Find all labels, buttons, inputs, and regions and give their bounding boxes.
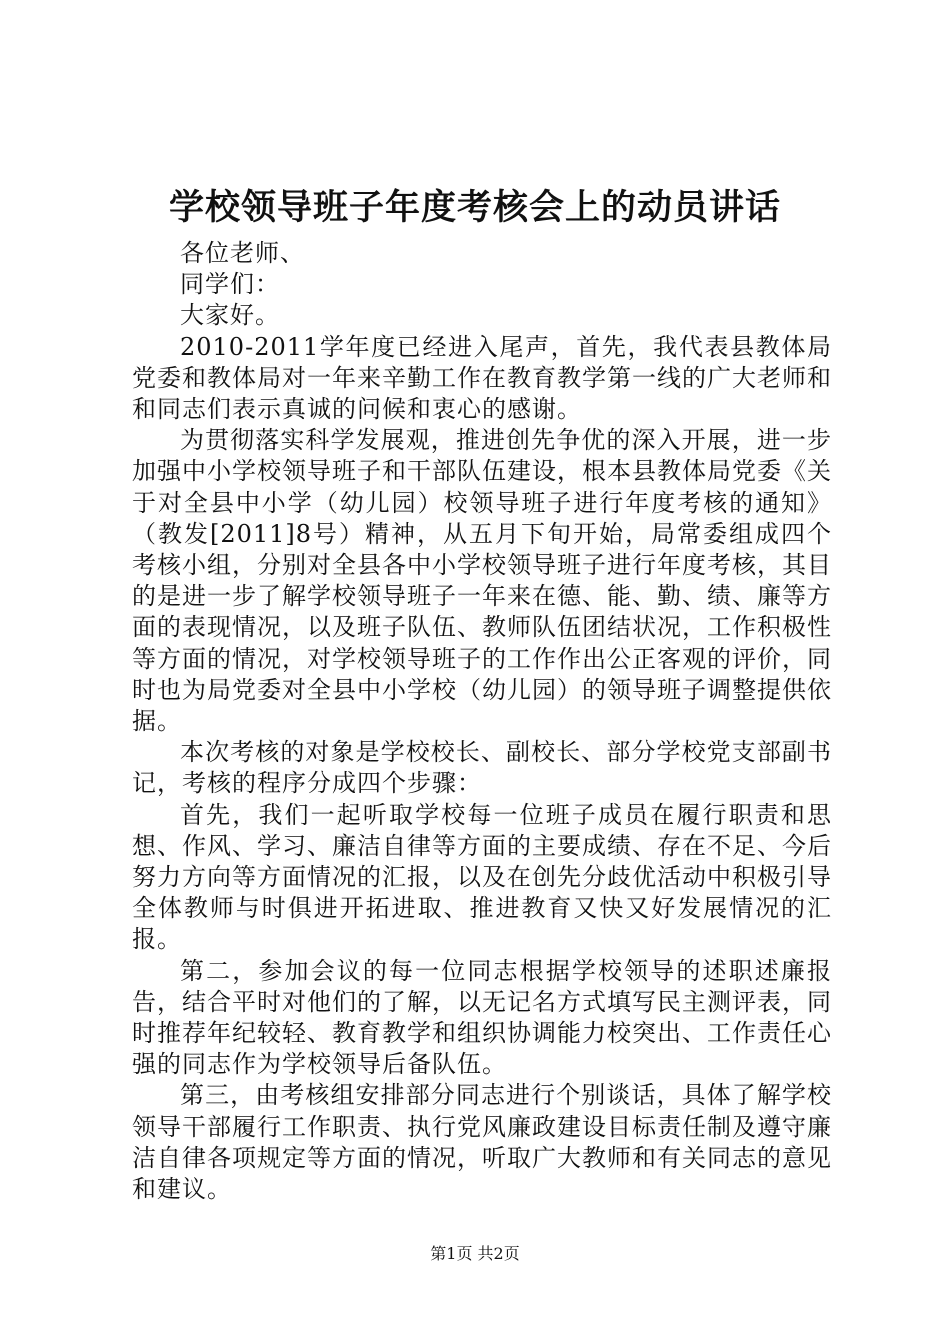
paragraph-step-3: 第三，由考核组安排部分同志进行个别谈话，具体了解学校领导干部履行工作职责、执行党风廉政建设目标责任制及遵守廉洁自律各项规定等方面的情况，听取广大教师和有关同志的意见和建议。 — [132, 1081, 832, 1204]
paragraph-intro: 2010-2011学年度已经进入尾声，首先，我代表县教体局党委和教体局对一年来辛勤工作在教育教学第一线的广大老师和和同志们表示真诚的问候和衷心的感谢。 — [132, 332, 832, 424]
paragraph-step-2: 第二，参加会议的每一位同志根据学校领导的述职述廉报告，结合平时对他们的了解，以无记名方式填写民主测评表，同时推荐年纪较轻、教育教学和组织协调能力校突出、工作责任心强的同志作为学校领导后备队伍。 — [132, 956, 832, 1079]
paragraph-greeting: 大家好。 — [180, 301, 280, 330]
paragraph-purpose: 为贯彻落实科学发展观，推进创先争优的深入开展，进一步加强中小学校领导班子和干部队伍建设，根本县教体局党委《关于对全县中小学（幼儿园）校领导班子进行年度考核的通知》（教发[2011]8号）精神，从五月下旬开始，局常委组成四个考核小组，分别对全县各中小学校领导班子进行年度考核，其目的是进一步了解学校领导班子一年来在德、能、勤、绩、廉等方面的表现情况，以及班子队伍、教师队伍团结状况，工作积极性等方面的情况，对学校领导班子的工作作出公正客观的评价，同时也为局党委对全县中小学校（幼儿园）的领导班子调整提供依据。 — [132, 426, 832, 736]
page-number-footer: 第1页 共2页 — [430, 1244, 520, 1263]
paragraph-scope: 本次考核的对象是学校校长、副校长、部分学校党支部副书记，考核的程序分成四个步骤： — [132, 738, 832, 798]
paragraph-step-1: 首先，我们一起听取学校每一位班子成员在履行职责和思想、作风、学习、廉洁自律等方面的主要成绩、存在不足、今后努力方向等方面情况的汇报，以及在创先分歧优活动中积极引导全体教师与时俱进开拓进取、推进教育又快又好发展情况的汇报。 — [132, 800, 832, 954]
paragraph-salutation-1: 各位老师、 — [180, 239, 305, 267]
speech-body — [132, 238, 832, 1205]
page-title: 学校领导班子年度考核会上的动员讲话 — [168, 187, 781, 228]
paragraph-salutation-2: 同学们： — [180, 270, 280, 299]
